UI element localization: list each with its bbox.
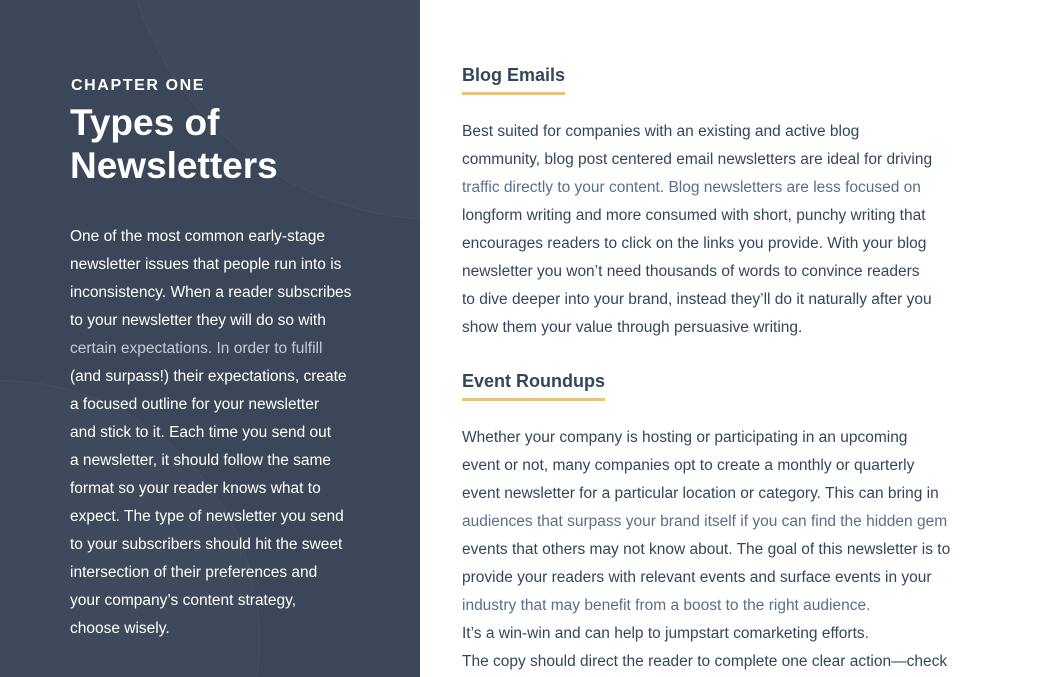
chapter-intro — [70, 223, 380, 643]
body-line: traffic directly to your content. Blog newsletters are less focused on — [462, 179, 921, 196]
intro-line: your company’s content strategy, — [70, 592, 297, 609]
section-body-blog-emails — [462, 118, 1022, 342]
body-line: newsletter you won’t need thousands of words to convince readers — [462, 263, 920, 280]
intro-line: intersection of their preferences and — [70, 564, 318, 581]
chapter-sidebar — [0, 0, 420, 677]
body-line: events that others may not know about. The goal of this newsletter is to — [462, 541, 951, 558]
chapter-title: Types of Newsletters — [70, 102, 278, 186]
body-line: encourages readers to click on the links you provide. With your blog — [462, 235, 927, 252]
intro-line: choose wisely. — [70, 620, 170, 637]
intro-line: inconsistency. When a reader subscribes — [70, 284, 352, 301]
intro-line: to your subscribers should hit the sweet — [70, 536, 343, 553]
body-line: Best suited for companies with an existing and active blog — [462, 123, 860, 140]
body-line: show them your value through persuasive writing. — [462, 319, 803, 336]
chapter-label: CHAPTER ONE — [71, 77, 206, 94]
body-line: event or not, many companies opt to create a monthly or quarterly — [462, 457, 915, 474]
body-line: industry that may benefit from a boost to the right audience. — [462, 597, 871, 614]
intro-line: a focused outline for your newsletter — [70, 396, 319, 413]
intro-line: One of the most common early-stage — [70, 228, 326, 245]
section-heading-blog-emails: Blog Emails — [462, 63, 565, 95]
body-line: provide your readers with relevant events and surface events in your — [462, 569, 932, 586]
intro-line: format so your reader knows what to — [70, 480, 321, 497]
body-line: to dive deeper into your brand, instead they’ll do it naturally after you — [462, 291, 932, 308]
body-line: Whether your company is hosting or participating in an upcoming — [462, 429, 908, 446]
section-heading-event-roundups: Event Roundups — [462, 369, 605, 401]
body-line: It’s a win-win and can help to jumpstart comarketing efforts. — [462, 625, 869, 642]
body-line: audiences that surpass your brand itself if you can find the hidden gem — [462, 513, 948, 530]
intro-line: certain expectations. In order to fulfill — [70, 340, 323, 357]
section-body-event-roundups — [462, 424, 1022, 676]
intro-line: newsletter issues that people run into is — [70, 256, 342, 273]
body-line: The copy should direct the reader to complete one clear action—check — [462, 653, 948, 670]
intro-line: expect. The type of newsletter you send — [70, 508, 344, 525]
intro-line: to your newsletter they will do so with — [70, 312, 326, 329]
body-line: community, blog post centered email newsletters are ideal for driving — [462, 151, 933, 168]
intro-line: a newsletter, it should follow the same — [70, 452, 332, 469]
body-line: longform writing and more consumed with short, punchy writing that — [462, 207, 926, 224]
intro-line: (and surpass!) their expectations, create — [70, 368, 347, 385]
intro-line: and stick to it. Each time you send out — [70, 424, 332, 441]
body-line: event newsletter for a particular location or category. This can bring in — [462, 485, 939, 502]
